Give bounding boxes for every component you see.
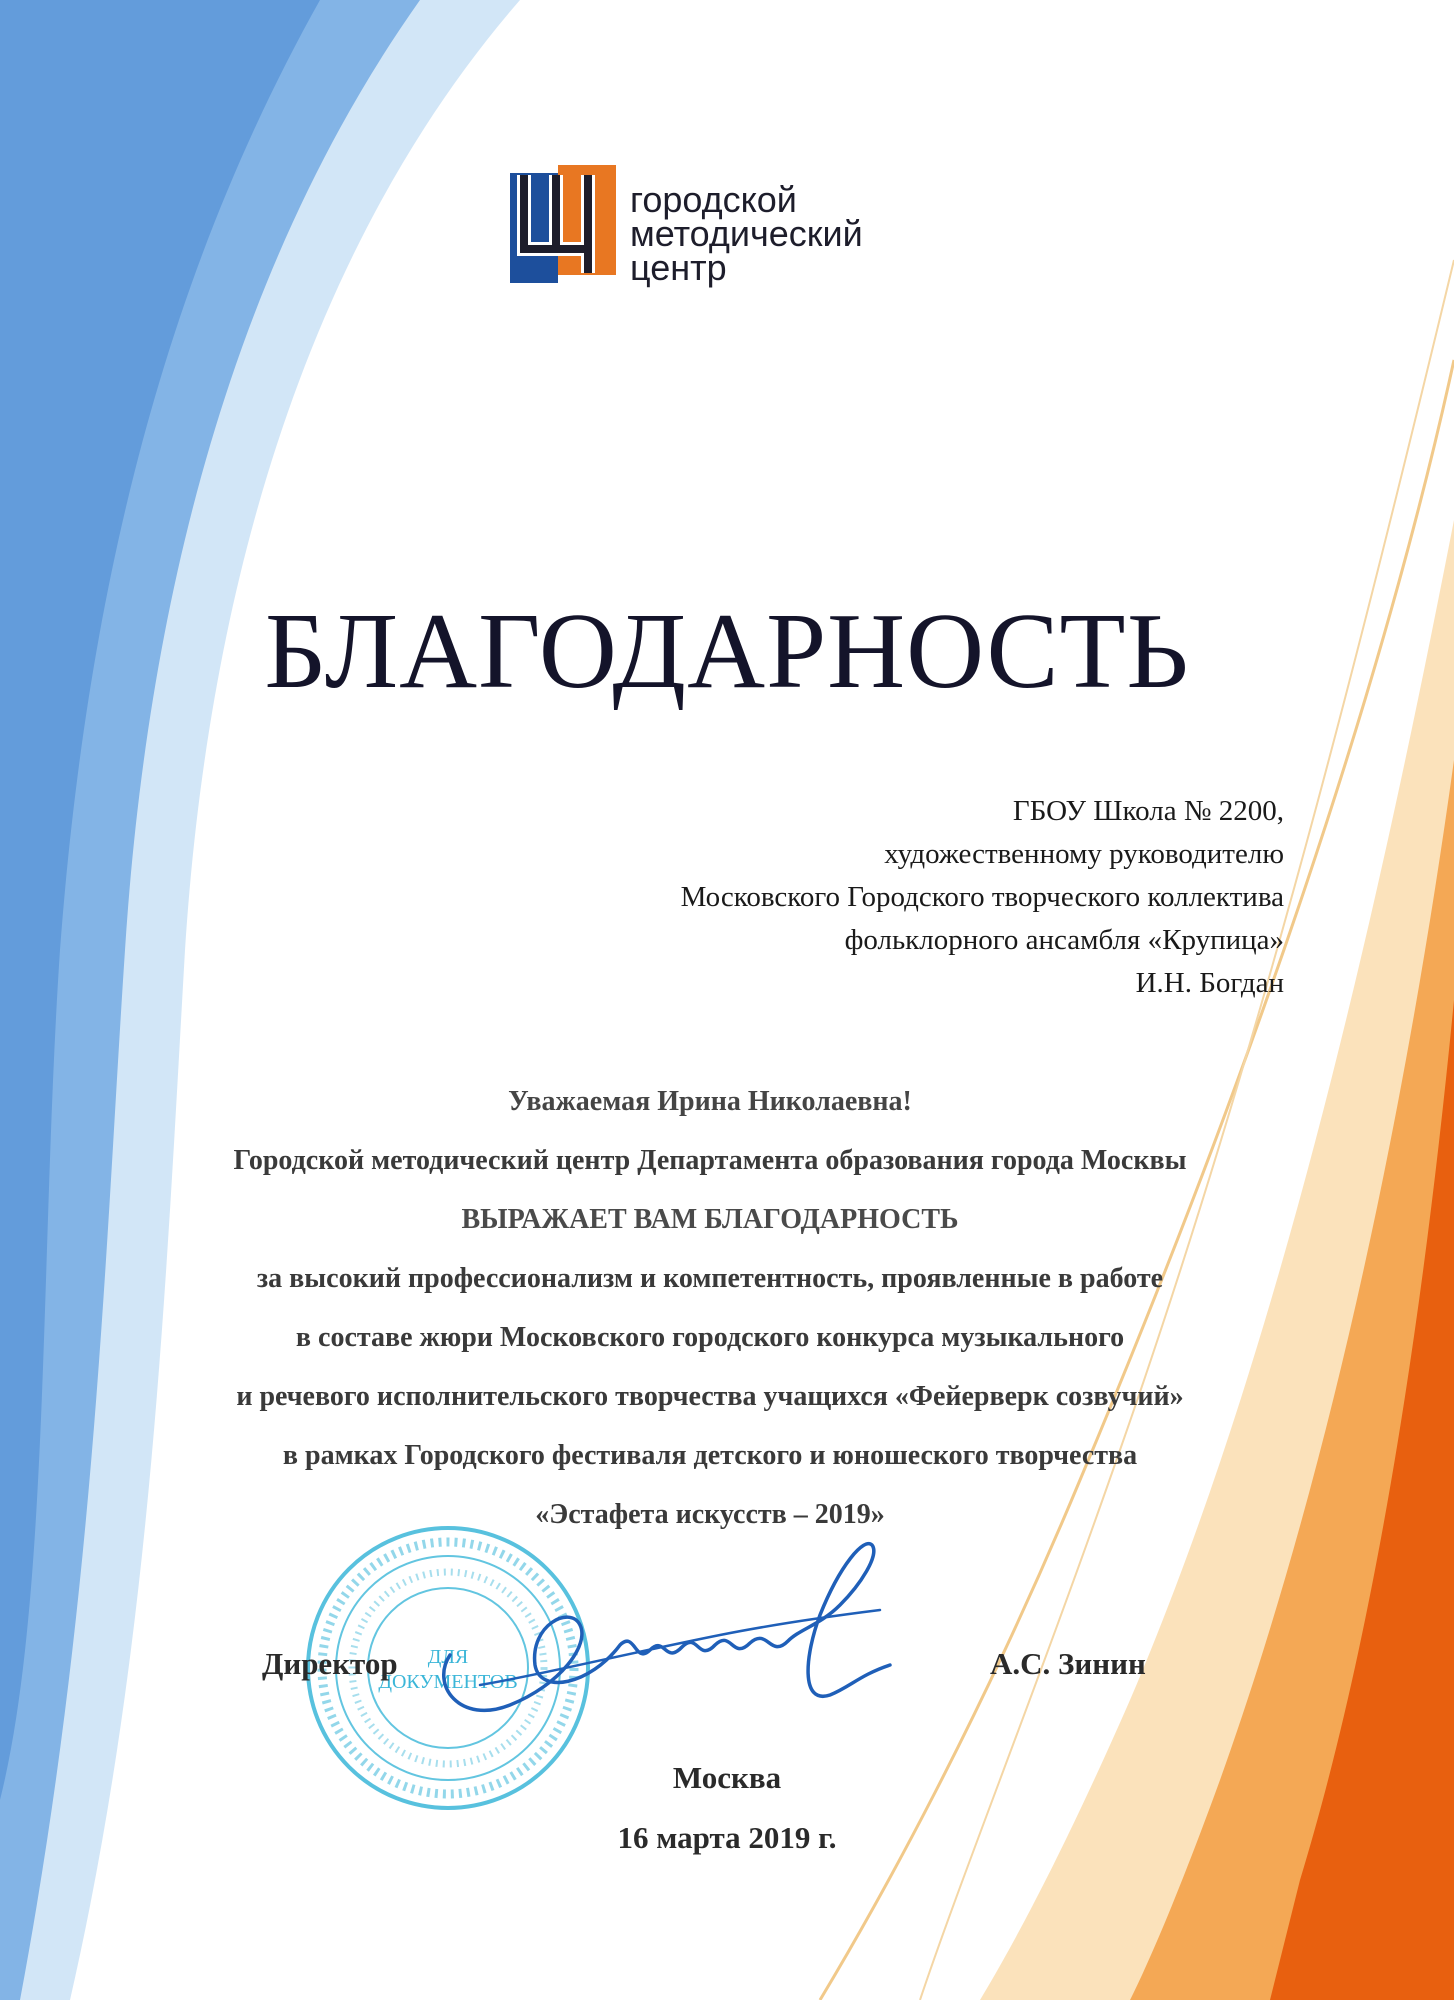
- recipient-line: ГБОУ Школа № 2200,: [1012, 795, 1284, 827]
- city: Москва: [672, 1760, 782, 1795]
- recipient-line: И.Н. Богдан: [1135, 967, 1284, 999]
- issue-date: 16 марта 2019 г.: [617, 1820, 837, 1855]
- logo-text: [630, 179, 863, 288]
- stamp-center-line-2: ДОКУМЕНТОВ: [378, 1671, 518, 1693]
- recipient-block: [384, 790, 1284, 1005]
- body-line: в рамках Городского фестиваля детского и юношеского творчества: [282, 1440, 1138, 1471]
- recipient-line: художественному руководителю: [884, 838, 1284, 870]
- body-text: [130, 1072, 1290, 1544]
- director-label: Директор: [262, 1646, 398, 1681]
- body-line: за высокий профессионализм и компетентность, проявленные в работе: [256, 1263, 1164, 1294]
- body-line: «Эстафета искусств – 2019»: [535, 1499, 885, 1530]
- logo-line-3: центр: [630, 247, 727, 288]
- recipient-line: Московского Городского творческого коллектива: [680, 881, 1284, 913]
- handwritten-signature: [420, 1535, 900, 1755]
- stamp-center-line-1: ДЛЯ: [427, 1646, 469, 1668]
- document-title: БЛАГОДАРНОСТЬ: [264, 592, 1190, 711]
- logo-line-2: методический: [630, 213, 863, 254]
- logo-line-1: городской: [630, 179, 797, 220]
- logo-mark-icon: [510, 165, 620, 283]
- expresses-gratitude: ВЫРАЖАЕТ ВАМ БЛАГОДАРНОСТЬ: [461, 1204, 959, 1235]
- body-line: и речевого исполнительского творчества учащихся «Фейерверк созвучий»: [236, 1381, 1184, 1412]
- director-name: А.С. Зинин: [990, 1646, 1146, 1681]
- salutation: Уважаемая Ирина Николаевна!: [508, 1086, 912, 1117]
- gmc-logo: [510, 165, 930, 295]
- body-line: в составе жюри Московского городского конкурса музыкального: [295, 1322, 1125, 1353]
- organization-line: Городской методический центр Департамента образования города Москвы: [233, 1145, 1187, 1176]
- recipient-line: фольклорного ансамбля «Крупица»: [844, 924, 1284, 956]
